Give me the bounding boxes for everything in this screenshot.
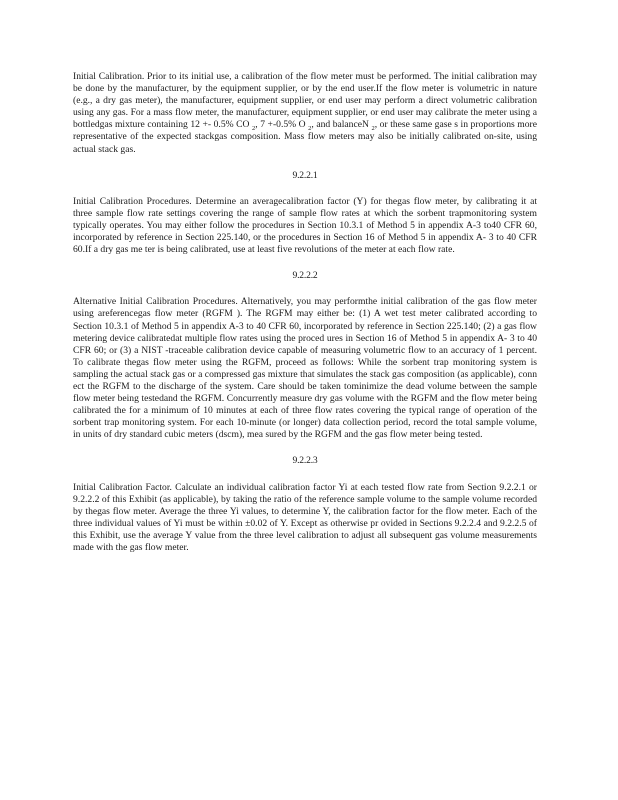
paragraph-initial-calibration bbox=[73, 71, 537, 156]
section-heading-9-2-2-3: 9.2.2.3 bbox=[292, 455, 318, 467]
document-page bbox=[73, 71, 537, 554]
paragraph-text: , and balanceN bbox=[311, 119, 369, 131]
subscript: 2 bbox=[371, 125, 375, 133]
paragraph-calibration-procedures: Initial Calibration Procedures. Determine an averagecalibration factor (Y) for thegas flow meter, by calibrating it at three sample flow rate settings covering the range of sample flow rates at which the sorbent trapmonitoring system typically operates. You may either follow the procedures in Section 10.3.1 of Method 5 in appendix A-3 to40 CFR 60, incorporated by reference in Section 225.140, or the procedures in Section 16 of Method 5 in appendix A- 3 to 40 CFR 60.If a dry gas me ter is being calibrated, use at least five revolutions of the meter at each flow rate. bbox=[73, 195, 537, 256]
paragraph-text: , 7 +-0.5% O bbox=[255, 119, 306, 131]
subscript: 2 bbox=[252, 125, 256, 133]
subscript: 2 bbox=[308, 125, 312, 133]
paragraph-calibration-factor: Initial Calibration Factor. Calculate an individual calibration factor Yi at each tested flow rate from Section 9.2.2.1 or 9.2.2.2 of this Exhibit (as applicable), by taking the ratio of the reference sample volume to the sample volume recorded by thegas flow meter. Average the three Yi values, to determine Y, the calibration factor for the flow meter. Each of the three individual values of Yi must be within ±0.02 of Y. Except as otherwise pr ovided in Sections 9.2.2.4 and 9.2.2.5 of this Exhibit, use the average Y value from the three level calibration to adjust all subsequent gas volume measurements made with the gas flow meter. bbox=[73, 481, 537, 553]
paragraph-text: , or these same gase s in proportions more representative of the expected stackgas composition. Mass flow meters may also be initially calibrated on-site, using actual stack gas. bbox=[73, 119, 538, 155]
section-heading-9-2-2-2: 9.2.2.2 bbox=[292, 270, 318, 282]
section-heading-9-2-2-1: 9.2.2.1 bbox=[292, 169, 318, 181]
paragraph-text: Initial Calibration. Prior to its initial use, a calibration of the flow meter must be performed. The initial calibration may be done by the manufacturer, by the equipment supplier, or by the end user.If the flow meter is volumetric in nature (e.g., a dry gas meter), the manufacturer, equipment supplier, or end user may perform a direct volumetric calibration using any gas. For a mass flow meter, the manufacturer, equipment supplier, or end user may calibrate the meter using a bottledgas mixture containing 12 +- 0.5% CO bbox=[73, 71, 537, 131]
paragraph-alternative-procedures: Alternative Initial Calibration Procedures. Alternatively, you may performthe initial calibration of the gas flow meter using areferencegas flow meter (RGFM ). The RGFM may either be: (1) A wet test meter calibrated according to Section 10.3.1 of Method 5 in appendix A-3 to 40 CFR 60, incorporated by reference in Section 225.140; (2) a gas flow metering device calibratedat multiple flow rates using the proced ures in Section 16 of Method 5 in appendix A- 3 to 40 CFR 60; or (3) a NIST -traceable calibration device capable of measuring volumetric flow to an accuracy of 1 percent. To calibrate thegas flow meter using the RGFM, proceed as follows: While the sorbent trap monitoring system is sampling the actual stack gas or a compressed gas mixture that simulates the stack gas composition (as applicable), conn ect the RGFM to the discharge of the system. Care should be taken tominimize the dead volume between the sample flow meter being testedand the RGFM. Concurrently measure dry gas volume with the RGFM and the flow meter being calibrated the for a minimum of 10 minutes at each of three flow rates covering the typical range of operation of the sorbent trap monitoring system. For each 10-minute (or longer) data collection period, record the total sample volume, in units of dry standard cubic meters (dscm), mea sured by the RGFM and the gas flow meter being tested. bbox=[73, 296, 537, 441]
